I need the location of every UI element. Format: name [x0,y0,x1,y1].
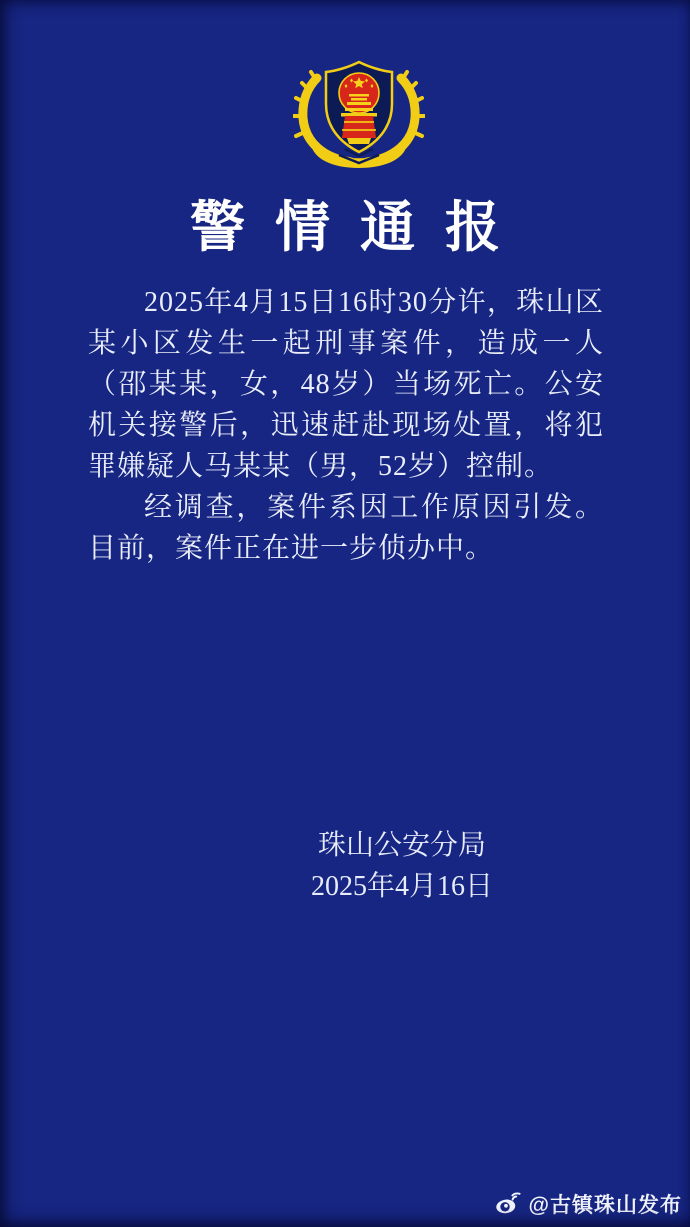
signature-agency: 珠山公安分局 [317,830,486,861]
notice-title [0,196,690,260]
watermark-text: @古镇珠山发布 [528,1194,682,1217]
signature-date: 2025年4月16日 [310,871,493,902]
police-badge-svg [293,58,425,170]
notice-paragraph-1: 2025年4月15日16时30分许，珠山区某小区发生一起刑事案件，造成一人（邵某某，女，48岁）当场死亡。公安机关接警后，迅速赶赴现场处置，将犯罪嫌疑人马某某（男，52岁）控制。 [88,287,604,482]
notice-body [88,282,604,569]
notice-title-text: 警情通报 [189,197,530,258]
police-badge-icon [293,58,425,170]
signature-block [57,825,690,907]
weibo-icon [494,1192,522,1216]
watermark [494,1189,682,1219]
notice-paragraph-2: 经调查，案件系因工作原因引发。目前，案件正在进一步侦办中。 [88,492,604,564]
